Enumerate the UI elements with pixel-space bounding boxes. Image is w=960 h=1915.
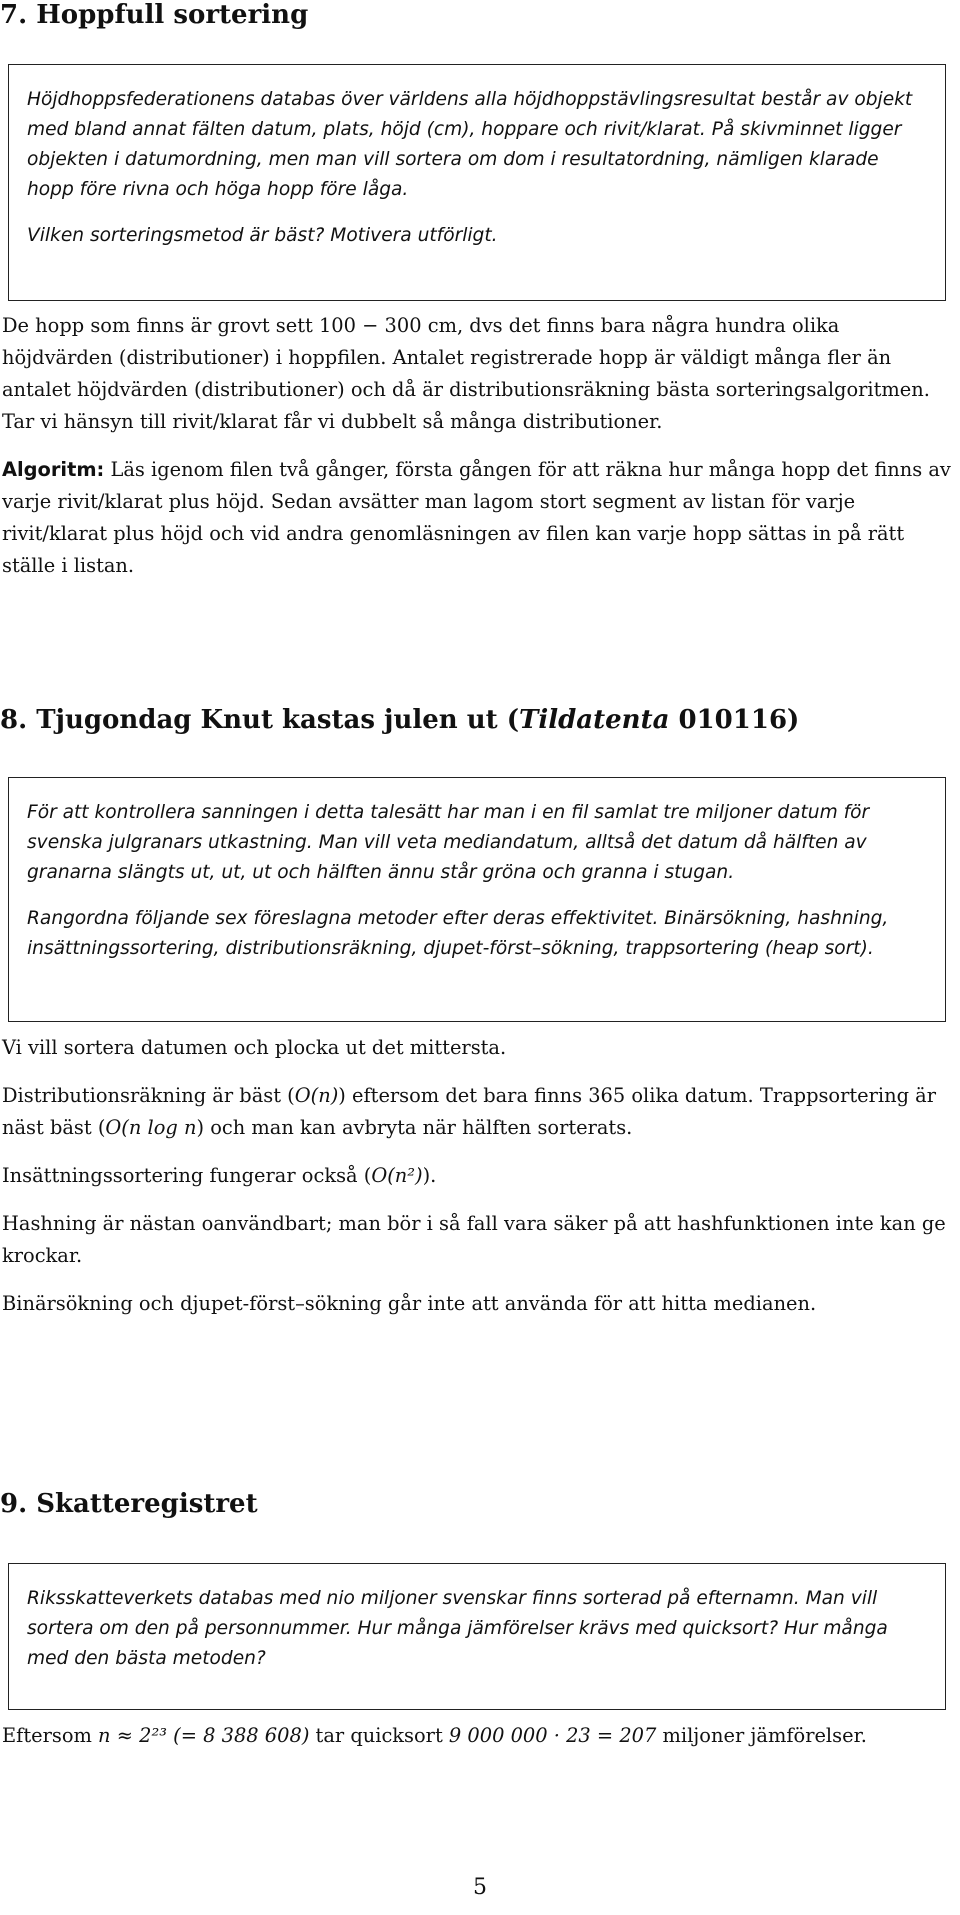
section-8-task-question: Rangordna följande sex föreslagna metoder efter deras effektivitet. Binärsökning, hashning, insättningssortering, distributionsräkning, djupet-först–sökning, trappsortering (heap sort).	[27, 908, 889, 959]
section-7-algorithm-paragraph	[2, 454, 956, 582]
section-8-answer-line-2	[2, 1080, 956, 1144]
section-7-task-text: Höjdhoppsfederationens databas över världens alla höjdhoppstävlingsresultat består av objekt med bland annat fälten datum, plats, höjd (cm), hoppare och rivit/klarat. På skivminnet ligger objekten i datumordning, men man vill sortera om dom i resultatordning, nämligen klarade hopp före rivna och höga hopp före låga.	[27, 89, 913, 200]
section-8-answer-line-1: Vi vill sortera datumen och plocka ut det mittersta.	[2, 1036, 507, 1059]
section-8-heading-main: 8. Tjugondag Knut kastas julen ut (	[0, 705, 519, 735]
section-8-task-box	[8, 777, 946, 1022]
section-9-answer	[2, 1720, 956, 1768]
text-fragment: Eftersom	[2, 1724, 99, 1747]
page-number: 5	[473, 1875, 487, 1900]
section-9-task-box	[8, 1563, 946, 1710]
section-9-task-text: Riksskatteverkets databas med nio miljoner svenskar finns sorterad på efternamn. Man vill sortera om den på personnummer. Hur många jämförelser krävs med quicksort? Hur många med den bästa metoden?	[27, 1588, 888, 1669]
section-8-heading-italic: Tildatenta	[519, 705, 670, 735]
algorithm-label: Algoritm:	[2, 458, 105, 481]
section-8-answer-line-3	[2, 1160, 956, 1192]
section-8-heading-rest: 010116)	[669, 705, 800, 735]
section-8-answer-line-4: Hashning är nästan oanvändbart; man bör i så fall vara säker på att hashfunktionen inte kan ge krockar.	[2, 1212, 946, 1267]
section-8-heading	[0, 703, 799, 737]
section-8-task-text: För att kontrollera sanningen i detta talesätt har man i en fil samlat tre miljoner datum för svenska julgranars utkastning. Man vill veta mediandatum, alltså det datum då hälften av granarna slängts ut, ut, ut och hälften ännu står gröna och granna i stugan.	[27, 802, 870, 883]
text-fragment: miljoner jämförelser.	[656, 1724, 867, 1747]
section-8-answer-line-5: Binärsökning och djupet-först–sökning går inte att använda för att hitta medianen.	[2, 1292, 817, 1315]
math-n-approx: n ≈ 2²³ (= 8 388 608)	[98, 1724, 310, 1747]
algorithm-text: Läs igenom filen två gånger, första gången för att räkna hur många hopp det finns av varje rivit/klarat plus höjd. Sedan avsätter man lagom stort segment av listan för varje rivit/klarat plus höjd och vid andra genomläsningen av filen kan varje hopp sättas in på rätt ställe i listan.	[2, 458, 951, 577]
math-o-n: O(n)	[294, 1084, 339, 1107]
text-fragment: ) eftersom det bara finns 365 olika datum. Trappsortering är näst bäst (	[2, 1084, 937, 1139]
section-8-answer	[2, 1032, 956, 1336]
section-9-heading: 9. Skatteregistret	[0, 1489, 258, 1519]
section-7-task-question: Vilken sorteringsmetod är bäst? Motivera utförligt.	[27, 225, 498, 246]
section-7-heading: 7. Hoppfull sortering	[0, 0, 309, 30]
math-o-n-squared: O(n²)	[371, 1164, 423, 1187]
section-9-answer-text	[2, 1720, 956, 1752]
text-fragment: ).	[422, 1164, 437, 1187]
text-fragment: Distributionsräkning är bäst (	[2, 1084, 295, 1107]
text-fragment: tar quicksort	[309, 1724, 449, 1747]
text-fragment: Insättningssortering fungerar också (	[2, 1164, 372, 1187]
section-7-answer	[2, 310, 956, 598]
section-7-answer-paragraph: De hopp som finns är grovt sett 100 − 300 cm, dvs det finns bara några hundra olika höjdvärden (distributioner) i hoppfilen. Antalet registrerade hopp är väldigt många fler än antalet höjdvärden (distributioner) och då är distributionsräkning bästa sorteringsalgoritmen. Tar vi hänsyn till rivit/klarat får vi dubbelt så många distributioner.	[2, 314, 930, 433]
math-o-n-log-n: O(n log n	[105, 1116, 197, 1139]
math-quicksort-count: 9 000 000 · 23 = 207	[448, 1724, 657, 1747]
section-7-task-box	[8, 64, 946, 301]
text-fragment: ) och man kan avbryta när hälften sorterats.	[196, 1116, 633, 1139]
